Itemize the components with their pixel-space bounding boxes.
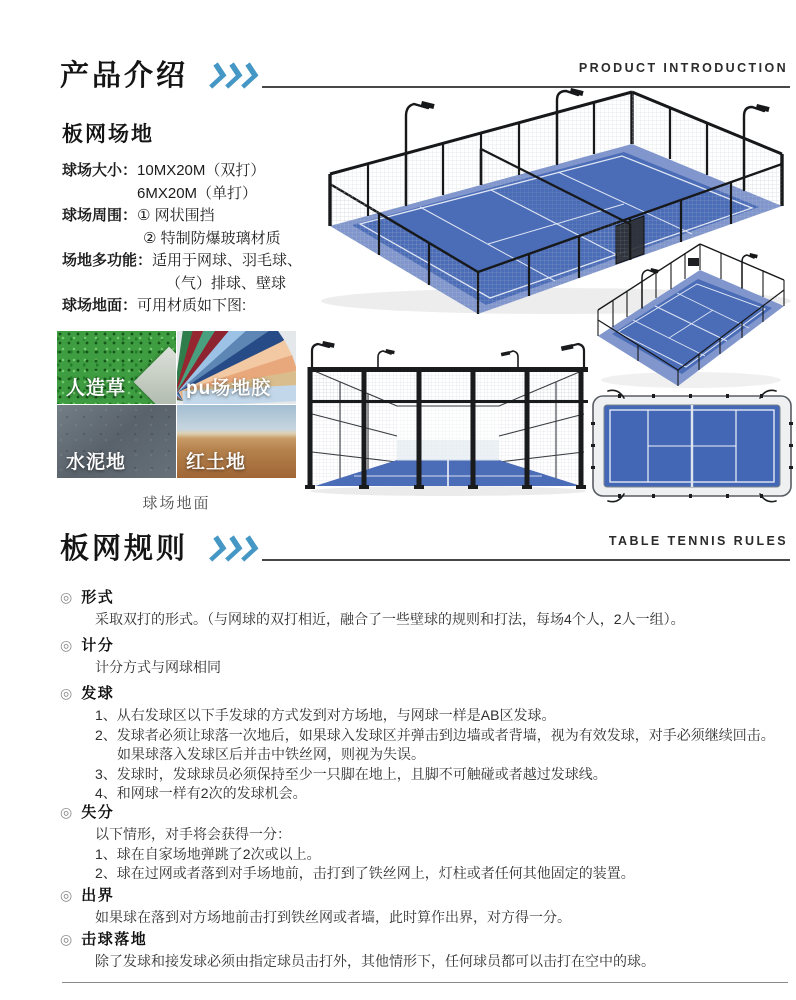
- page-bottom-divider: [62, 982, 788, 983]
- spec-row-ground: [62, 295, 302, 318]
- rule-text: 2、球在过网或者落到对手场地前，击打到了铁丝网上，灯柱或者任何其他固定的装置。: [95, 865, 635, 881]
- court-subtitle: 板网场地: [62, 123, 154, 146]
- rule-text: 以下情形，对手将会获得一分：: [95, 826, 291, 842]
- header-rule-line: [262, 559, 790, 561]
- rule-title: 发球: [81, 685, 115, 702]
- bullet-icon: ◎: [60, 636, 73, 653]
- material-photo-clay: [177, 405, 296, 478]
- rule-title: 击球落地: [81, 931, 148, 948]
- spec-row-size: [62, 160, 302, 205]
- spec-value: （气）排球、壁球: [166, 274, 287, 292]
- scoreboard: [688, 258, 699, 266]
- court-top-view-render: [590, 388, 794, 504]
- rule-item-out: [60, 884, 790, 928]
- spec-row-multiuse: [62, 250, 302, 295]
- material-label: pu场地胶: [186, 378, 272, 399]
- rule-title: 计分: [81, 637, 115, 654]
- material-label: 人造草: [66, 378, 127, 399]
- rule-title: 失分: [81, 804, 115, 821]
- rule-text: 3、发球时，发球球员必须保持至少一只脚在地上，且脚不可触碰或者越过发球线。: [95, 765, 607, 782]
- section-title-product-en: PRODUCT INTRODUCTION: [578, 61, 788, 75]
- rule-text: 1、球在自家场地弹跳了2次或以上。: [95, 845, 321, 862]
- rule-item-form: [60, 586, 790, 630]
- spec-label: 球场地面：: [62, 297, 138, 314]
- grass-mat-corner: [134, 347, 176, 404]
- rule-text: 除了发球和接发球必须由指定球员击打外，其他情形下，任何球员都可以击打在空中的球。: [95, 953, 655, 969]
- rule-text: 计分方式与网球相同: [95, 659, 221, 675]
- light-poles: [312, 344, 584, 370]
- spec-value: 10MX20M（双打）: [137, 162, 266, 179]
- material-label: 红土地: [186, 452, 247, 473]
- spec-value: 适用于网球、羽毛球、: [152, 252, 303, 269]
- bullet-icon: ◎: [60, 803, 73, 820]
- material-photo-pu: [177, 331, 296, 404]
- material-label: 水泥地: [66, 452, 127, 473]
- rule-item-volley: [60, 928, 790, 972]
- bullet-icon: ◎: [60, 684, 73, 701]
- section-title-product: 产品介绍: [60, 60, 189, 92]
- spec-label: 球场大小：: [62, 162, 138, 179]
- rule-text: 1、从右发球区以下手发球的方式发到对方场地，与网球一样是AB区发球。: [95, 707, 556, 723]
- triple-chevron-icon: [204, 62, 260, 89]
- court-front-view-render: [302, 340, 594, 498]
- material-photo-grass: [57, 331, 176, 404]
- bullet-icon: ◎: [60, 930, 73, 947]
- material-grid: [57, 331, 296, 478]
- material-photo-cement: [57, 405, 176, 478]
- section-title-rules: 板网规则: [60, 533, 189, 565]
- rule-text: 4、和网球一样有2次的发球机会。: [95, 785, 307, 801]
- rule-text: 如果球在落到对方场地前击打到铁丝网或者墙，此时算作出界，对方得一分。: [95, 909, 571, 925]
- rule-text: 采取双打的形式。（与网球的双打相近，融合了一些壁球的规则和打法，每场4个人，2人一组）。: [95, 611, 685, 627]
- spec-value: ② 特制防爆玻璃材质: [143, 229, 281, 247]
- rule-item-serve: [60, 682, 790, 804]
- spec-value: ① 网状围挡: [137, 207, 215, 224]
- material-grid-caption: 球场地面: [142, 495, 211, 512]
- bullet-icon: ◎: [60, 886, 73, 903]
- rule-title: 形式: [81, 589, 115, 606]
- triple-chevron-icon: [204, 535, 260, 562]
- section-title-rules-en: TABLE TENNIS RULES: [608, 534, 788, 548]
- specs-list: [62, 160, 302, 318]
- spec-value: 6MX20M（单打）: [137, 184, 258, 202]
- rule-item-scoring: [60, 634, 790, 678]
- rule-title: 出界: [81, 887, 115, 904]
- spec-value: 可用材质如下图:: [137, 297, 247, 314]
- rules-header: [0, 530, 796, 574]
- bullet-icon: ◎: [60, 588, 73, 605]
- spec-row-surround: [62, 205, 302, 250]
- rule-text: 如果球落入发球区后并击中铁丝网，则视为失误。: [117, 746, 425, 762]
- rule-text: 2、发球者必须让球落一次地后，如果球入发球区并弹击到边墙或者背墙，视为有效发球，对手必须继续回击。: [95, 726, 775, 743]
- spec-label: 球场周围：: [62, 207, 138, 224]
- court-3d-aerial-render: [588, 238, 793, 393]
- rule-item-lose-point: [60, 801, 790, 884]
- spec-label: 场地多功能：: [62, 252, 153, 269]
